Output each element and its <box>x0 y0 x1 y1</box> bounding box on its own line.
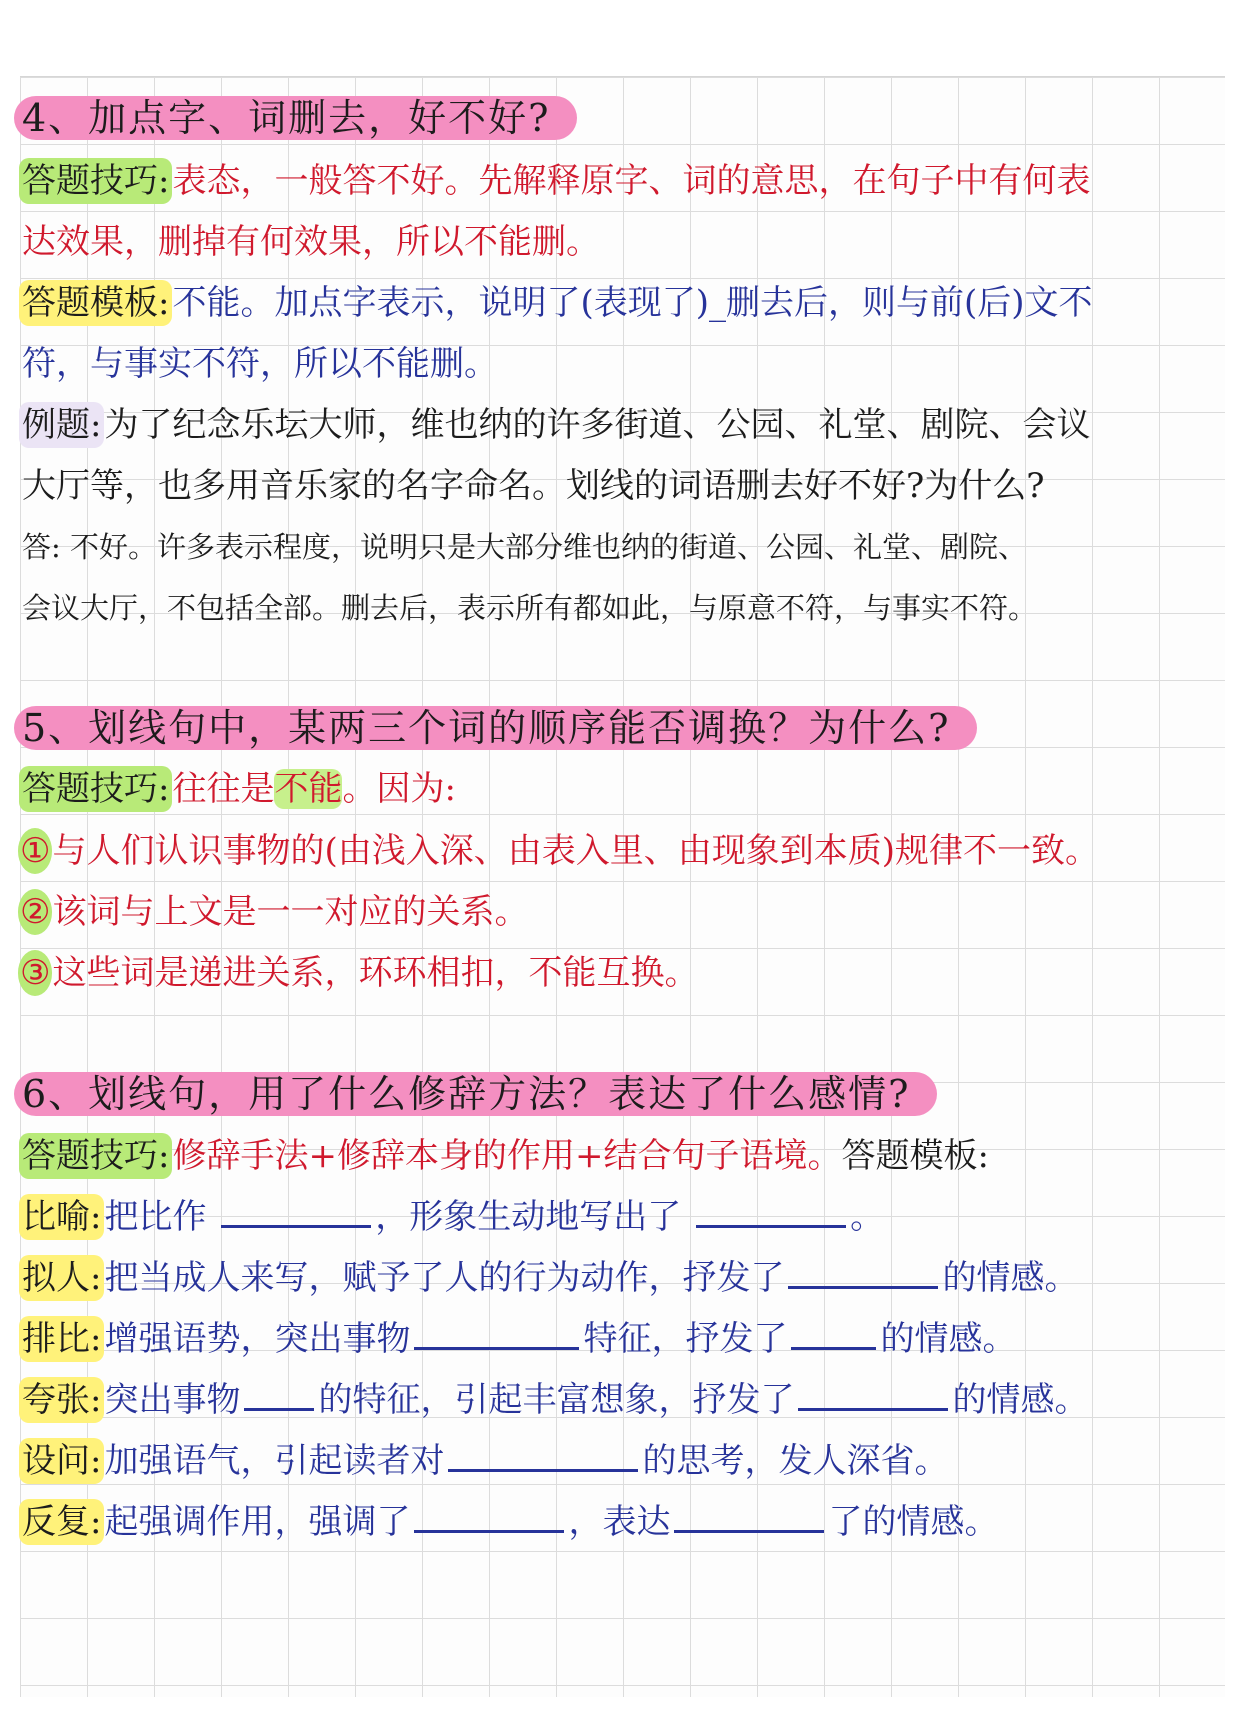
template-lead: 答题模板: <box>841 1136 989 1176</box>
point-text: 与人们认识事物的(由浅入深、由表入里、由现象到本质)规律不一致。 <box>52 831 1100 871</box>
rhetoric-personification <box>22 1255 1078 1301</box>
section-4-title: 4、加点字、词删去，好不好? <box>14 96 577 140</box>
number-badge: ② <box>18 889 52 935</box>
metaphor-text-c: 。 <box>850 1197 885 1237</box>
section-5-point-1 <box>22 828 1099 874</box>
fill-blank <box>674 1500 824 1533</box>
tip-text-pre: 往往是 <box>172 769 275 809</box>
rhetoric-parallelism <box>22 1316 1016 1362</box>
section-4-example-line-2: 大厅等，也多用音乐家的名字命名。划线的词语删去好不好?为什么? <box>22 466 1045 506</box>
tip-text: 表态，一般答不好。先解释原字、词的意思，在句子中有何表 <box>172 161 1091 201</box>
repetition-label: 反复: <box>19 1499 104 1545</box>
personification-text-a: 把当成人来写，赋予了人的行为动作，抒发了 <box>104 1258 785 1298</box>
answer-text: 不好。许多表示程度，说明只是大部分维也纳的街道、公园、礼堂、剧院、 <box>70 530 1028 564</box>
answer-label: 答: <box>22 530 61 564</box>
metaphor-text-a: 把比作 <box>104 1197 207 1237</box>
example-label: 例题: <box>19 402 104 448</box>
parallelism-text-c: 的情感。 <box>880 1319 1017 1359</box>
point-text: 该词与上文是一一对应的关系。 <box>52 892 529 932</box>
section-4-answer-line-2: 会议大厅，不包括全部。删去后，表示所有都如此，与原意不符，与事实不符。 <box>22 591 1038 625</box>
tip-text-post: 。因为: <box>342 769 456 809</box>
number-badge: ③ <box>18 950 52 996</box>
tip-label: 答题技巧: <box>19 158 172 204</box>
parallelism-text-b: 特征，抒发了 <box>583 1319 788 1359</box>
repetition-text-c: 了的情感。 <box>828 1502 999 1542</box>
question-text-b: 的思考，发人深省。 <box>642 1441 949 1481</box>
example-text: 为了纪念乐坛大师，维也纳的许多街道、公园、礼堂、剧院、会议 <box>104 405 1091 445</box>
section-5-title: 5、划线句中，某两三个词的顺序能否调换？为什么? <box>14 706 977 750</box>
template-label: 答题模板: <box>19 280 172 326</box>
hyperbole-text-a: 突出事物 <box>104 1380 241 1420</box>
section-5-point-3 <box>22 950 698 996</box>
section-5-point-2 <box>22 889 528 935</box>
point-text: 这些词是递进关系，环环相扣，不能互换。 <box>52 953 699 993</box>
section-6-tip-line <box>22 1133 989 1179</box>
tip-label: 答题技巧: <box>19 1133 172 1179</box>
section-4-template-line-2: 符，与事实不符，所以不能删。 <box>22 344 498 384</box>
rhetoric-rhetorical-question <box>22 1438 948 1484</box>
section-4-heading <box>22 95 577 141</box>
rhetoric-metaphor <box>22 1194 884 1240</box>
fill-blank <box>221 1195 371 1228</box>
question-label: 设问: <box>19 1438 104 1484</box>
metaphor-text-b: ，形象生动地写出了 <box>375 1197 682 1237</box>
number-badge: ① <box>18 828 52 874</box>
fill-blank <box>798 1378 948 1411</box>
metaphor-label: 比喻: <box>19 1194 104 1240</box>
section-4-example-line-1 <box>22 402 1090 448</box>
fill-blank <box>414 1317 579 1350</box>
rhetoric-repetition <box>22 1499 998 1545</box>
hyperbole-text-c: 的情感。 <box>952 1380 1089 1420</box>
section-4-answer-line-1 <box>22 524 1027 570</box>
template-text: 不能。加点字表示，说明了(表现了)_删去后，则与前(后)文不 <box>172 283 1093 323</box>
fill-blank <box>791 1317 876 1350</box>
hyperbole-text-b: 的特征，引起丰富想象，抒发了 <box>318 1380 795 1420</box>
fill-blank <box>788 1256 938 1289</box>
rhetoric-hyperbole <box>22 1377 1088 1423</box>
fill-blank <box>448 1439 638 1472</box>
question-text-a: 加强语气，引起读者对 <box>104 1441 445 1481</box>
tip-label: 答题技巧: <box>19 766 172 812</box>
fill-blank <box>244 1378 314 1411</box>
repetition-text-b: ，表达 <box>568 1502 671 1542</box>
section-5-heading <box>22 705 977 751</box>
section-4-tip-line-1 <box>22 158 1090 204</box>
parallelism-text-a: 增强语势，突出事物 <box>104 1319 411 1359</box>
section-4-tip-line-2: 达效果，删掉有何效果，所以不能删。 <box>22 222 600 262</box>
personification-text-b: 的情感。 <box>942 1258 1079 1298</box>
fill-blank <box>414 1500 564 1533</box>
fill-blank <box>696 1195 846 1228</box>
repetition-text-a: 起强调作用，强调了 <box>104 1502 411 1542</box>
personification-label: 拟人: <box>19 1255 104 1301</box>
section-6-heading <box>22 1071 937 1117</box>
tip-text-highlight: 不能 <box>274 769 343 809</box>
section-5-tip-line <box>22 766 456 812</box>
section-4-template-line-1 <box>22 280 1093 326</box>
parallelism-label: 排比: <box>19 1316 104 1362</box>
tip-text: 修辞手法+修辞本身的作用+结合句子语境。 <box>172 1136 842 1176</box>
hyperbole-label: 夸张: <box>19 1377 104 1423</box>
section-6-title: 6、划线句，用了什么修辞方法？表达了什么感情? <box>14 1072 937 1116</box>
